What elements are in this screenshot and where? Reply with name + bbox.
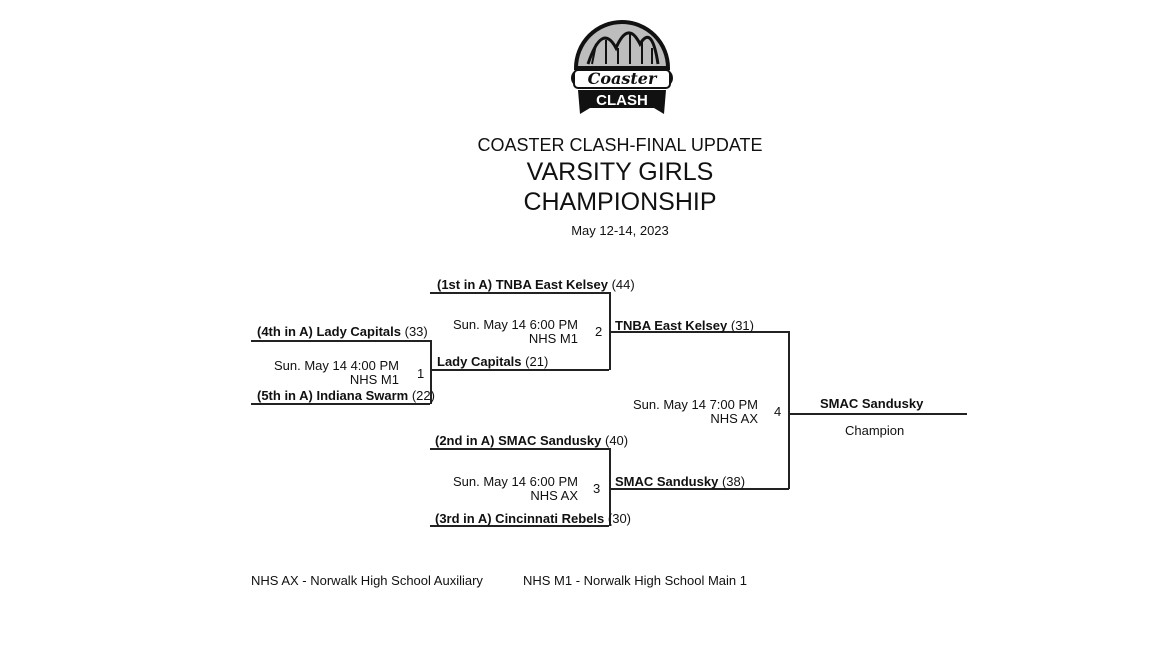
g3-game-number: 3 (593, 481, 601, 496)
champion-team: SMAC Sandusky (820, 396, 924, 411)
g2-game-number: 2 (595, 324, 603, 339)
g4-top-team: TNBA East Kelsey (31) (615, 318, 754, 333)
legend-ax: NHS AX - Norwalk High School Auxiliary (251, 573, 483, 588)
g2-top-line (430, 292, 609, 294)
g1-game-info: Sun. May 14 4:00 PM NHS M1 (273, 358, 399, 387)
coaster-clash-logo (566, 4, 678, 124)
g2-bottom-line (430, 369, 609, 371)
g1-bottom-line (251, 403, 430, 405)
legend-m1: NHS M1 - Norwalk High School Main 1 (523, 573, 747, 588)
g2-top-team: (1st in A) TNBA East Kelsey (44) (437, 277, 635, 292)
tournament-dates: May 12-14, 2023 (571, 223, 669, 238)
champion-label: Champion (845, 423, 905, 438)
svg-text:CLASH: CLASH (596, 92, 648, 109)
g3-bottom-team: (3rd in A) Cincinnati Rebels (30) (435, 511, 632, 526)
g4-bracket-vertical (788, 331, 790, 489)
g4-bottom-team: SMAC Sandusky (38) (615, 474, 746, 489)
tournament-title: COASTER CLASH-FINAL UPDATE (477, 135, 763, 155)
g3-top-line (430, 448, 609, 450)
g2-game-info: Sun. May 14 6:00 PM NHS M1 (452, 317, 578, 346)
g1-bottom-team: (5th in A) Indiana Swarm (22) (257, 388, 435, 403)
g3-top-team: (2nd in A) SMAC Sandusky (40) (435, 433, 629, 448)
g2-bottom-team: Lady Capitals (21) (437, 354, 549, 369)
division-title-line1: VARSITY GIRLS (526, 158, 714, 186)
g4-game-number: 4 (774, 404, 782, 419)
svg-text:Coaster: Coaster (587, 69, 657, 88)
g4-game-info: Sun. May 14 7:00 PM NHS AX (632, 397, 758, 426)
g1-top-team: (4th in A) Lady Capitals (33) (257, 324, 428, 339)
g1-top-line (251, 340, 430, 342)
g1-game-number: 1 (417, 366, 425, 381)
g3-game-info: Sun. May 14 6:00 PM NHS AX (452, 474, 578, 503)
division-title-line2: CHAMPIONSHIP (523, 188, 717, 216)
champion-line (788, 413, 967, 415)
